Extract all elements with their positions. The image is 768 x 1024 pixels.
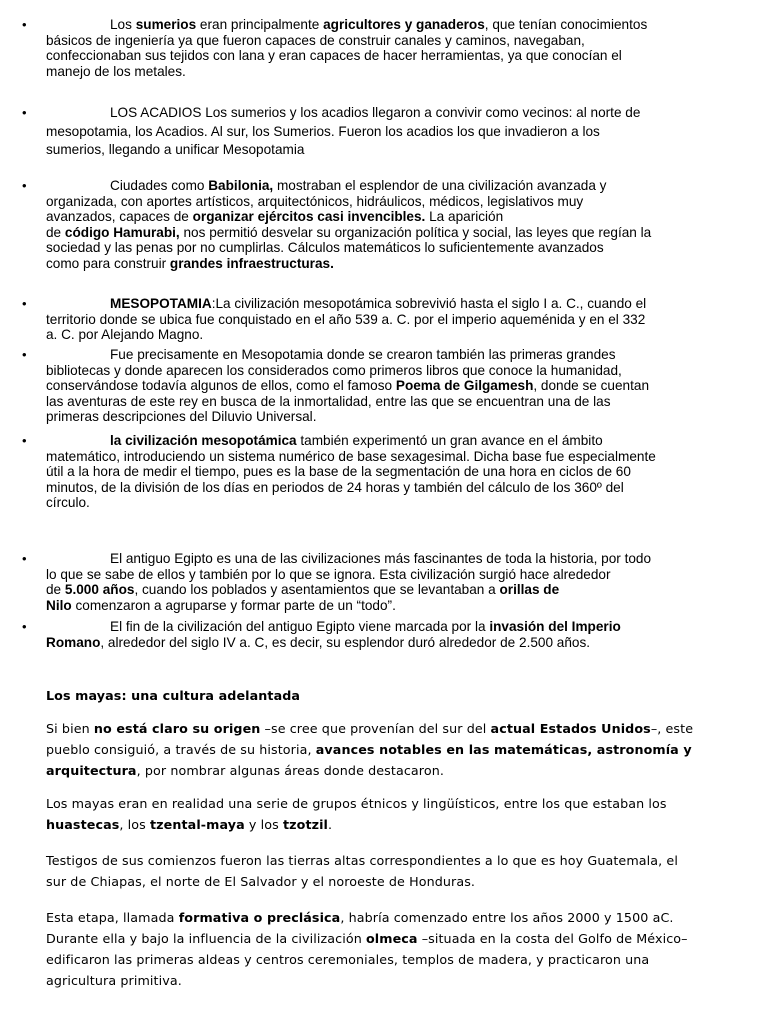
bullet-text (46, 347, 740, 425)
text-run: La aparición de (46, 209, 504, 240)
text-run: Ciudades como (110, 178, 209, 193)
text-run: nos permitió desvelar su organización política y social, las leyes que regían la sociedad y las penas por no cumplirlas. Cálculos matemáticos lo suficientemente avanzados como para construir (46, 224, 652, 271)
text-run: Testigos de sus comienzos fueron las tierras altas correspondientes a lo que es hoy Guatemala, el sur de Chiapas, el norte de El Salvador y el noroeste de Honduras. (46, 853, 678, 889)
maya-section-heading (46, 685, 746, 706)
maya-paragraph-preclassic (46, 907, 746, 991)
text-run: :La civilización mesopotámica sobrevivió hasta el siglo I a. C., cuando el territorio donde se ubica fue conquistado en el año 539 a. C. por el imperio aqueménida y en el 332 a. C. por Alejando Magno. (46, 296, 647, 342)
text-run: Si bien (46, 721, 94, 736)
text-run: comenzaron a agruparse y formar parte de un “todo”. (71, 597, 396, 613)
bold-run: orillas de Nilo (46, 582, 560, 613)
text-run: El antiguo Egipto es una de las civilizaciones más fascinantes de toda la historia, por todo lo que se sabe de ellos y también por lo que se ignora. Esta civilización surgió hace alrededor de (46, 551, 652, 597)
text-run: Los (110, 17, 136, 32)
text-run: Esta etapa, llamada (46, 910, 179, 925)
bullet-icon: • (22, 551, 27, 566)
text-run: Fue precisamente en Mesopotamia donde se crearon también las primeras grandes bibliotecas y donde aparecen los considerados como primeros libros que conoce la humanidad, conservándose todavía algunos de ellos, como el famoso (46, 347, 622, 393)
text-run: , habría comenzado entre los años 2000 y 1500 aC. Durante ella y bajo la influencia de la civilización (46, 910, 674, 946)
bold-run: agricultores y ganaderos (323, 17, 485, 32)
bold-run: avances notables en las matemáticas, astronomía y arquitectura (46, 742, 692, 778)
maya-paragraph-origin (46, 718, 746, 781)
text-run: y los (244, 817, 283, 832)
section-heading-text: Los mayas: una cultura adelantada (46, 688, 301, 703)
text-run: Los mayas eran en realidad una serie de grupos étnicos y lingüísticos, entre los que estaban los (46, 796, 667, 811)
bullet-icon: • (22, 105, 27, 120)
text-run: mostraban el esplendor de una civilización avanzada y organizada, con aportes artísticos, arquitectónicos, hidráulicos, médicos, legislativos muy avanzados, capaces de (46, 178, 607, 224)
bullet-text (46, 178, 740, 271)
bullet-icon: • (22, 178, 27, 193)
bold-run: tzotzil (282, 817, 328, 832)
bold-run: código Hamurabi, (64, 224, 180, 240)
bullet-icon: • (22, 296, 27, 311)
bold-run: tzental-maya (150, 817, 245, 832)
text-run: , donde se cuentan las aventuras de este rey en busca de la inmortalidad, entre las que se encuentran una de las primeras descripciones del Diluvio Universal. (46, 378, 650, 424)
bullet-text (46, 17, 740, 79)
bold-run: 5.000 años (64, 582, 135, 597)
text-run: . (328, 817, 333, 832)
text-run: también experimentó un gran avance en el ámbito matemático, introduciendo un sistema numérico de base sexagesimal. Dicha base fue especialmente útil a la hora de medir el tiempo, pues es la base de la segmentación de una hora en ciclos de 60 minutos, de la división de los días en periodos de 24 horas y también del cálculo de los 360º del círculo. (46, 433, 656, 510)
bold-run: actual Estados Unidos (490, 721, 651, 736)
text-run: LOS ACADIOS Los sumerios y los acadios llegaron a convivir como vecinos: al norte de mesopotamia, los Acadios. Al sur, los Sumerios. Fueron los acadios los que invadieron a los sumerios, llegando a unificar Mesopotamia (46, 105, 641, 157)
bold-run: organizar ejércitos casi invencibles. (192, 209, 426, 224)
bold-run: sumerios (135, 17, 197, 32)
bullet-icon: • (22, 17, 27, 32)
bullet-icon: • (22, 619, 27, 634)
bold-run: MESOPOTAMIA (110, 296, 212, 311)
text-run: –situada en la costa del Golfo de México– edificaron las primeras aldeas y centros ceremoniales, templos de madera, y practicaron una agricultura primitiva. (46, 931, 688, 988)
bullet-icon: • (22, 347, 27, 362)
bold-run: Poema de Gilgamesh (395, 378, 534, 393)
text-run: eran principalmente (196, 17, 324, 32)
bullet-text (46, 433, 740, 511)
text-run: , cuando los poblados y asentamientos que se levantaban a (134, 582, 500, 597)
bold-run: no está claro su origen (93, 721, 261, 736)
text-run: El fin de la civilización del antiguo Egipto viene marcada por la (110, 619, 490, 634)
bold-run: invasión del Imperio Romano (46, 619, 621, 650)
bold-run: la civilización mesopotámica (110, 433, 297, 448)
text-run: , por nombrar algunas áreas donde destacaron. (136, 763, 444, 778)
maya-paragraph-territory (46, 850, 746, 892)
bold-run: olmeca (365, 931, 418, 946)
bullet-text (46, 296, 740, 343)
bold-run: Babilonia, (208, 178, 274, 193)
bullet-icon: • (22, 433, 27, 448)
text-run: , alrededor del siglo IV a. C, es decir, su esplendor duró alrededor de 2.500 años. (100, 634, 591, 650)
maya-paragraph-groups (46, 793, 746, 835)
text-run: –se cree que provenían del sur del (260, 721, 491, 736)
text-run: –, este pueblo consiguió, a través de su historia, (46, 721, 694, 757)
bold-run: formativa o preclásica (178, 910, 341, 925)
text-run: , los (119, 817, 150, 832)
bold-run: huastecas (46, 817, 120, 832)
bullet-text (46, 619, 740, 650)
bullet-text (46, 551, 740, 613)
bullet-text (46, 104, 740, 160)
bold-run: grandes infraestructuras. (169, 255, 334, 271)
text-run: , que tenían conocimientos básicos de ingeniería ya que fueron capaces de construir canales y caminos, navegaban, confeccionaban sus tejidos con lana y eran capaces de hacer herramientas, ya que conocían el manejo de los metales. (46, 17, 648, 79)
